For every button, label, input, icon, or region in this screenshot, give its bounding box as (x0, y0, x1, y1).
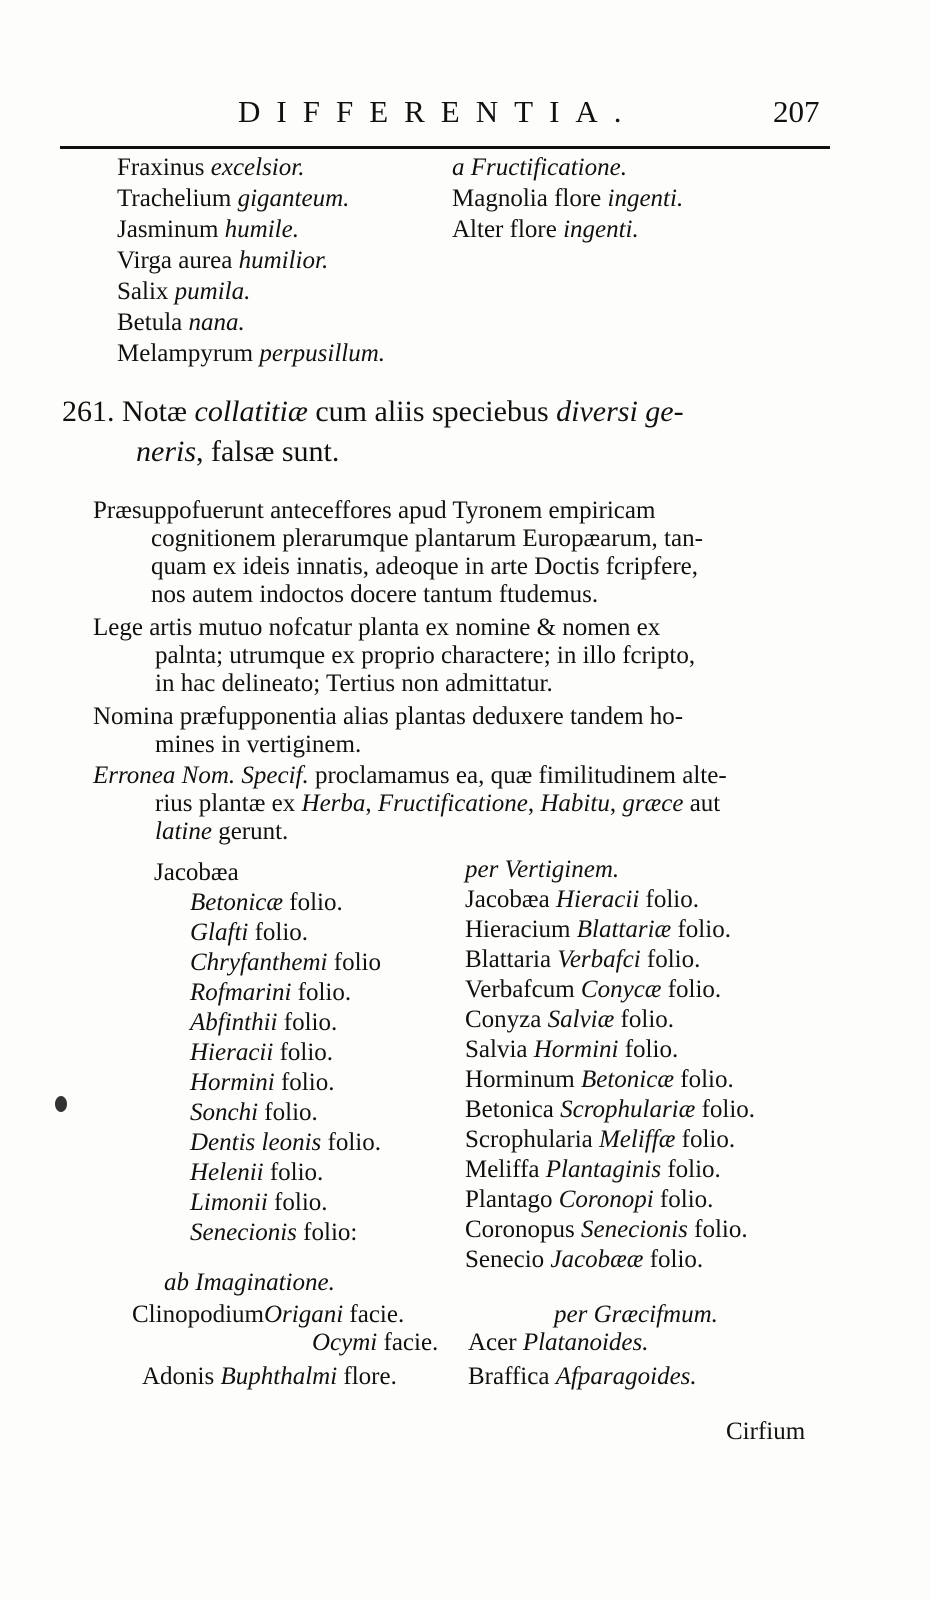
header-rule (60, 146, 830, 149)
list-item: Betula nana. (117, 309, 245, 336)
list-item: Jacobæa Hieracii folio. (465, 886, 699, 913)
list-item: Conyza Salviæ folio. (465, 1006, 675, 1033)
list-head: per Vertiginem. (465, 856, 620, 883)
running-header-title: DIFFERENTIA. (238, 94, 638, 129)
list-item: Coronopus Senecionis folio. (465, 1216, 748, 1243)
list-item: Magnolia flore ingenti. (452, 185, 684, 212)
list-item: Salvia Hormini folio. (465, 1036, 679, 1063)
list-item: Limonii folio. (190, 1189, 328, 1216)
list-item: Senecionis folio: (190, 1219, 358, 1246)
ab-imaginatione-heading: ab Imaginatione. (164, 1269, 335, 1296)
list-item: Betonicæ folio. (190, 889, 343, 916)
list-item: Hieracii folio. (190, 1039, 334, 1066)
list-item: Ocymi facie. (312, 1329, 439, 1356)
list-item: Hieracium Blattariæ folio. (465, 916, 731, 943)
section-heading: 261. Notæ collatitiæ cum aliis speciebus diversi ge- neris, falsæ sunt. (62, 395, 684, 468)
list-item: Acer Platanoides. (468, 1329, 649, 1356)
catchword: Cirfium (726, 1418, 806, 1445)
top-list-right (452, 152, 683, 245)
list-item: Scrophularia Meliffæ folio. (465, 1126, 736, 1153)
list-item: Trachelium giganteum. (117, 185, 350, 212)
list-item: Betonica Scrophulariæ folio. (465, 1096, 756, 1123)
list-item: Horminum Betonicæ folio. (465, 1066, 734, 1093)
page-number: 207 (773, 94, 820, 129)
left-list (154, 858, 381, 1248)
ink-blot (55, 1096, 67, 1112)
top-list-left (117, 152, 385, 369)
paragraph-1: Præsuppofuerunt anteceffores apud Tyronem empiricam cognitionem plerarumque plantarum Europæarum, tan- quam ex ideis innatis, adeoque in arte Doctis fcripfere, nos autem indoctos docere tantum ftudemus. (93, 497, 703, 608)
list-item: Blattaria Verbafci folio. (465, 946, 701, 973)
per-graecismum-heading: per Græcifmum. (554, 1301, 718, 1328)
list-item: Senecio Jacobææ folio. (465, 1246, 704, 1273)
paragraph-4: Erronea Nom. Specif. proclamamus ea, quæ fimilitudinem alte- rius plantæ ex Herba, Fructificatione, Habitu, græce aut latine gerunt. (93, 762, 727, 845)
list-item: Virga aurea humilior. (117, 247, 329, 274)
list-item: Verbafcum Conycæ folio. (465, 976, 722, 1003)
paragraph-3: Nomina præfupponentia alias plantas deduxere tandem ho- mines in vertiginem. (93, 703, 684, 758)
list-item: Alter flore ingenti. (452, 216, 639, 243)
list-item: Sonchi folio. (190, 1099, 318, 1126)
list-item: Rofmarini folio. (190, 979, 352, 1006)
list-item: Dentis leonis folio. (190, 1129, 381, 1156)
list-item: Plantago Coronopi folio. (465, 1186, 714, 1213)
list-item: Abfinthii folio. (190, 1009, 338, 1036)
list-item: Melampyrum perpusillum. (117, 340, 386, 367)
list-item: a Fructificatione. (452, 154, 627, 181)
list-item: Salix pumila. (117, 278, 251, 305)
list-item: Hormini folio. (190, 1069, 335, 1096)
list-item: Jasminum humile. (117, 216, 299, 243)
list-item: Helenii folio. (190, 1159, 324, 1186)
paragraph-2: Lege artis mutuo nofcatur planta ex nomine & nomen ex palnta; utrumque ex proprio charactere; in illo fcripto, in hac delineato; Tertius non admittatur. (93, 614, 696, 697)
list-head: Jacobæa (154, 859, 239, 886)
list-item: Adonis Buphthalmi flore. (142, 1363, 397, 1390)
right-list (465, 855, 755, 1275)
list-item: Chryfanthemi folio (190, 949, 381, 976)
list-item: ClinopodiumOrigani facie. (132, 1301, 405, 1328)
list-item: Meliffa Plantaginis folio. (465, 1156, 721, 1183)
list-item: Braffica Afparagoides. (468, 1363, 697, 1390)
list-item: Fraxinus excelsior. (117, 154, 305, 181)
list-item: Glafti folio. (190, 919, 309, 946)
section-number: 261. (62, 395, 115, 428)
